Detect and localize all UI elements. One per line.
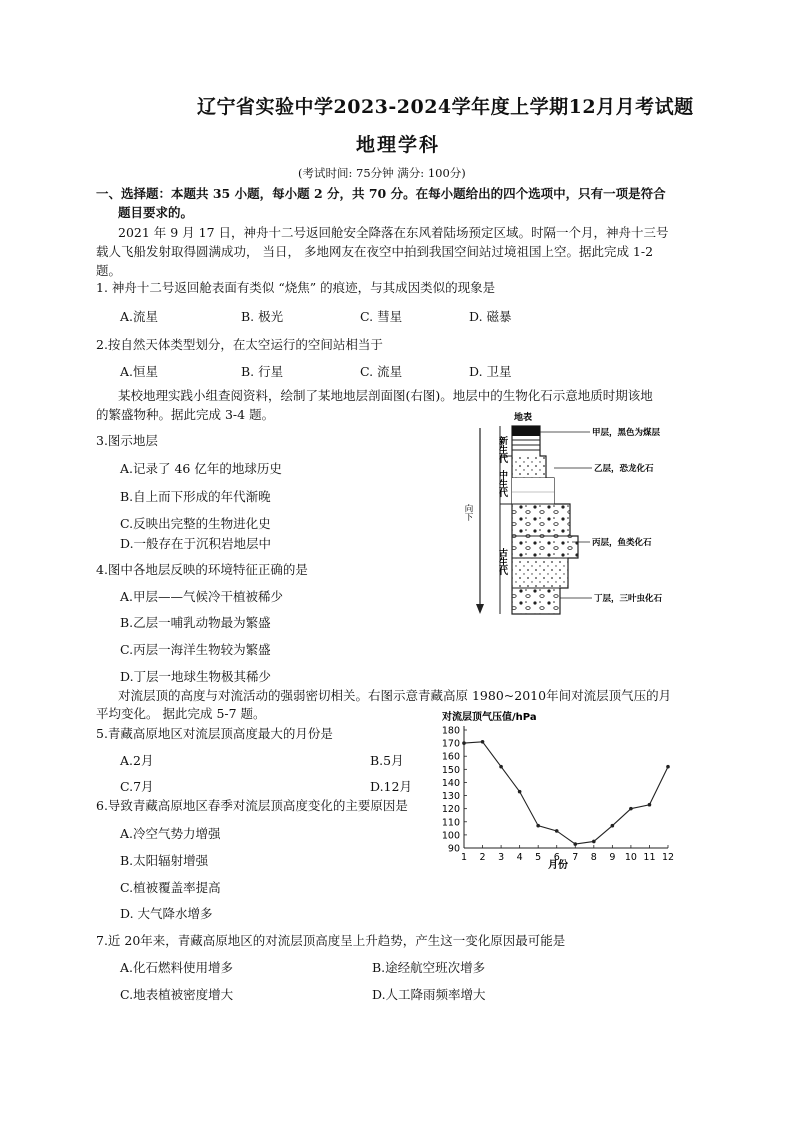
chart-x-axis-label: 月份 — [548, 860, 568, 871]
data-point — [592, 840, 596, 844]
q5-option-a[interactable]: A.2月 — [120, 753, 154, 768]
exam-info: (考试时间: 75分钟 满分: 100分) — [298, 166, 466, 180]
chart-axes — [464, 726, 668, 848]
y-tick-label: 120 — [441, 804, 460, 816]
question-2-stem: 2.按自然天体类型划分，在太空运行的空间站相当于 — [96, 337, 383, 352]
data-point — [648, 803, 652, 807]
q2-option-d[interactable]: D. 卫星 — [469, 364, 512, 379]
data-point — [536, 824, 540, 828]
section-heading-cont: 题目要求的。 — [118, 205, 194, 220]
series-line — [464, 742, 668, 844]
x-tick-label: 10 — [624, 852, 637, 863]
q6-option-d[interactable]: D. 大气降水增多 — [120, 906, 213, 921]
q1-option-a[interactable]: A.流星 — [120, 309, 159, 324]
y-tick-label: 180 — [441, 725, 460, 737]
q4-option-c[interactable]: C.丙层一海洋生物较为繁盛 — [120, 642, 271, 657]
intro-3-line1: 对流层顶的高度与对流活动的强弱密切相关。右图示意青藏高原 1980~2010年间对流层顶气压的月 — [118, 688, 672, 703]
q4-option-d[interactable]: D.丁层一地球生物极其稀少 — [120, 669, 272, 684]
subject-title: 地理学科 — [356, 134, 441, 156]
q5-option-c[interactable]: C.7月 — [120, 779, 154, 794]
svg-text:新生代: 新生代 — [497, 436, 507, 463]
y-tick-label: 140 — [441, 777, 460, 789]
layer-ding-label: 丁层，三叶虫化石 — [594, 594, 663, 604]
q4-option-b[interactable]: B.乙层一哺乳动物最为繁盛 — [120, 615, 271, 630]
data-point — [573, 842, 577, 846]
x-tick-label: 3 — [498, 852, 505, 863]
svg-text:古生代: 古生代 — [497, 548, 507, 575]
q7-option-a[interactable]: A.化石燃料使用增多 — [120, 960, 234, 975]
y-tick-label: 150 — [441, 764, 460, 776]
q7-option-b[interactable]: B.途经航空班次增多 — [372, 960, 486, 975]
data-point — [462, 741, 466, 745]
q1-option-c[interactable]: C. 彗星 — [360, 309, 403, 324]
data-point — [666, 765, 670, 769]
data-point — [481, 740, 485, 744]
q3-option-a[interactable]: A.记录了 46 亿年的地球历史 — [120, 461, 282, 476]
surface-label: 地表 — [514, 413, 533, 423]
chart-title: 对流层顶气压值/hPa — [442, 712, 537, 723]
q6-option-a[interactable]: A.冷空气势力增强 — [120, 826, 221, 841]
x-tick-label: 8 — [590, 852, 597, 863]
era-mesozoic-label — [497, 469, 508, 498]
chart-series-line — [464, 742, 668, 844]
x-tick-label: 7 — [572, 852, 579, 863]
intro-1-line3: 题。 — [96, 263, 122, 278]
layer-bing-label: 丙层，鱼类化石 — [592, 538, 652, 548]
y-tick-label: 160 — [441, 751, 460, 763]
question-1-stem: 1. 神舟十二号返回舱表面有类似 “烧焦” 的痕迹，与其成因类似的现象是 — [96, 280, 496, 295]
data-point — [499, 765, 503, 769]
data-point — [555, 829, 559, 833]
era-paleozoic-label — [497, 547, 508, 576]
q1-option-b[interactable]: B. 极光 — [241, 309, 284, 324]
direction-label: 向下 — [463, 504, 473, 521]
q7-option-c[interactable]: C.地表植被密度增大 — [120, 987, 234, 1002]
question-6-stem: 6.导致青藏高原地区春季对流层顶高度变化的主要原因是 — [96, 798, 408, 813]
x-tick-label: 1 — [460, 852, 468, 863]
layer-jia-label: 甲层，黑色为煤层 — [592, 428, 661, 438]
x-tick-label: 5 — [535, 852, 542, 863]
section-heading: 一、选择题：本题共 35 小题，每小题 2 分，共 70 分。在每小题给出的四个选项中，只有一项是符合 — [96, 186, 666, 201]
data-point — [518, 790, 522, 794]
intro-3-line2: 平均变化。 据此完成 5-7 题。 — [96, 706, 266, 721]
intro-2-line2: 的繁盛物种。据此完成 3-4 题。 — [96, 407, 275, 422]
x-tick-label: 4 — [516, 852, 523, 863]
y-tick-label: 170 — [441, 738, 460, 750]
q5-option-d[interactable]: D.12月 — [370, 779, 412, 794]
svg-text:中生代: 中生代 — [497, 470, 507, 497]
data-point — [629, 807, 633, 811]
x-tick-label: 12 — [661, 852, 675, 863]
exam-title: 辽宁省实验中学2023-2024学年度上学期12月月考试题 — [197, 96, 694, 118]
question-3-stem: 3.图示地层 — [96, 433, 158, 448]
q2-option-b[interactable]: B. 行星 — [241, 364, 284, 379]
intro-1-line1: 2021 年 9 月 17 日，神舟十二号返回舱安全降落在东风着陆场预定区域。时隔一个月，神舟十三号 — [118, 225, 669, 240]
strata-profile-figure — [462, 408, 712, 620]
q5-option-b[interactable]: B.5月 — [370, 753, 404, 768]
y-tick-label: 110 — [441, 817, 460, 829]
intro-2-line1: 某校地理实践小组查阅资料，绘制了某地地层剖面图(右图)。地层中的生物化石示意地质时期该地 — [118, 388, 653, 403]
question-4-stem: 4.图中各地层反映的环境特征正确的是 — [96, 562, 308, 577]
era-cenozoic-label — [497, 435, 508, 464]
q2-option-c[interactable]: C. 流星 — [360, 364, 403, 379]
layer-yi-label: 乙层，恐龙化石 — [594, 464, 654, 474]
chart-y-ticks — [442, 726, 467, 855]
q3-option-b[interactable]: B.自上而下形成的年代渐晚 — [120, 489, 271, 504]
x-tick-label: 11 — [643, 852, 656, 863]
q3-option-c[interactable]: C.反映出完整的生物进化史 — [120, 516, 271, 531]
y-tick-label: 100 — [441, 830, 460, 842]
q3-option-d[interactable]: D.一般存在于沉积岩地层中 — [120, 536, 272, 551]
x-tick-label: 6 — [553, 852, 560, 863]
x-tick-label: 2 — [479, 852, 486, 863]
y-tick-label: 90 — [447, 843, 460, 855]
x-tick-label: 9 — [609, 852, 616, 863]
q1-option-d[interactable]: D. 磁暴 — [469, 309, 512, 324]
question-7-stem: 7.近 20年来，青藏高原地区的对流层顶高度呈上升趋势，产生这一变化原因最可能是 — [96, 933, 566, 948]
question-5-stem: 5.青藏高原地区对流层顶高度最大的月份是 — [96, 726, 333, 741]
tropopause-pressure-chart — [430, 708, 680, 873]
q6-option-b[interactable]: B.太阳辐射增强 — [120, 853, 209, 868]
q6-option-c[interactable]: C.植被覆盖率提高 — [120, 880, 221, 895]
intro-1-line2: 载人飞船发射取得圆满成功， 当日， 多地网友在夜空中拍到我国空间站过境祖国上空。据此完成 1-2 — [96, 244, 654, 259]
q7-option-d[interactable]: D.人工降雨频率增大 — [372, 987, 486, 1002]
y-tick-label: 130 — [441, 791, 460, 803]
data-point — [611, 824, 615, 828]
q2-option-a[interactable]: A.恒星 — [120, 364, 159, 379]
q4-option-a[interactable]: A.甲层——气候冷干植被稀少 — [120, 589, 284, 604]
